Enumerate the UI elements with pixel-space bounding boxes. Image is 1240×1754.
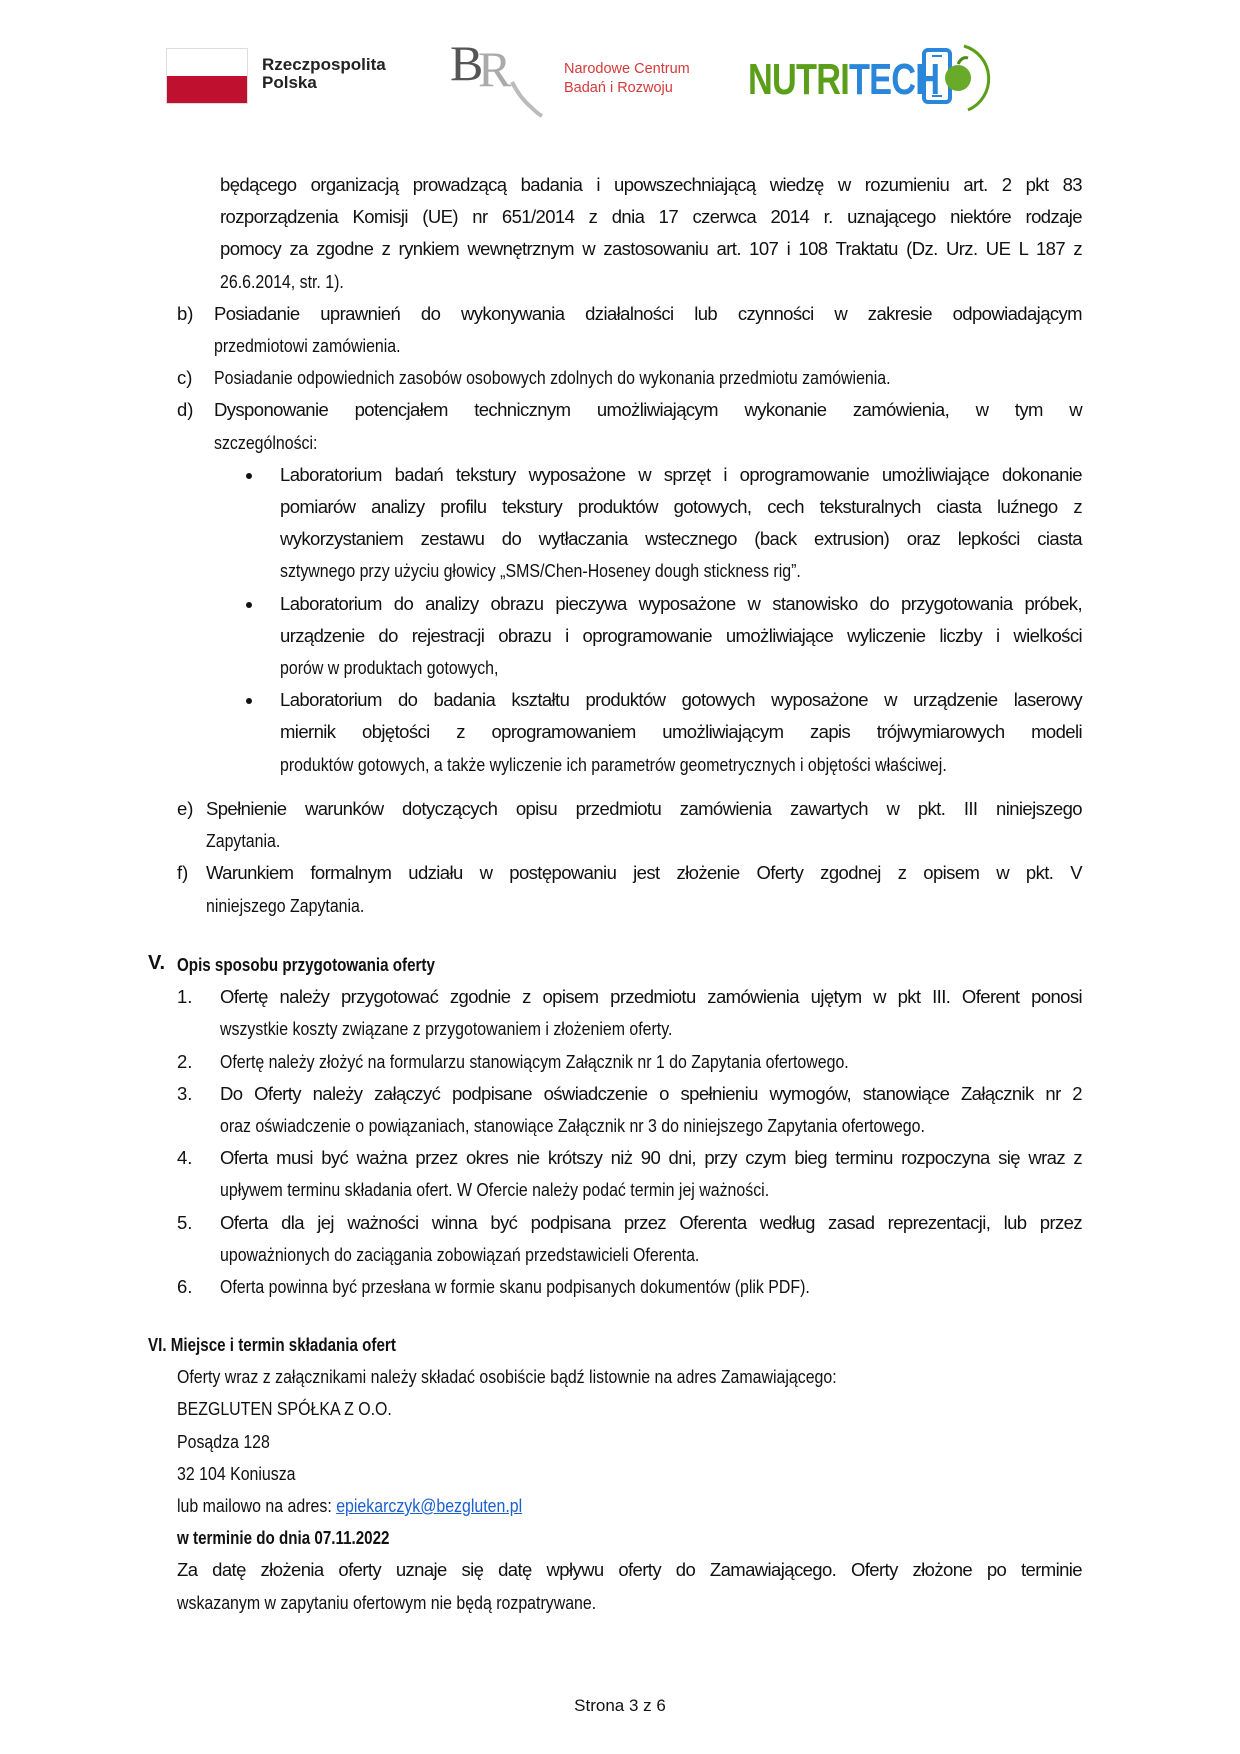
list-marker: f) [177, 862, 189, 884]
paragraph-line: Oferta dla jej ważności winna być podpisana przez Oferenta według zasad reprezentacji, lub przez [220, 1211, 1082, 1233]
paragraph-line: wskazanym w zapytaniu ofertowym nie będą rozpatrywane. [177, 1591, 597, 1613]
list-marker: 5. [177, 1211, 193, 1233]
paragraph-line: Oferta musi być ważna przez okres nie krótszy niż 90 dni, przy czym bieg terminu rozpoczyna się wraz z [220, 1147, 1082, 1169]
list-marker: 2. [177, 1050, 193, 1072]
paragraph-line: oraz oświadczenie o powiązaniach, stanowiące Załącznik nr 3 do niniejszego Zapytania ofertowego. [220, 1115, 925, 1136]
section-vi-intro: Oferty wraz z załącznikami należy składać osobiście bądź listownie na adres Zamawiającego: [177, 1366, 837, 1388]
paragraph-line: pomiarów analizy profilu tekstury produktów gotowych, cech teksturalnych ciasta luźnego z [280, 496, 1082, 517]
section-vi-street: Posądza 128 [177, 1430, 270, 1452]
paragraph-line: Warunkiem formalnym udziału w postępowaniu jest złożenie Oferty zgodnej z opisem w pkt. V [206, 862, 1082, 884]
paragraph-line: Posiadanie uprawnień do wykonywania działalności lub czynności w zakresie odpowiadającym [214, 302, 1082, 324]
email-label: lub mailowo na adres: [177, 1495, 337, 1516]
logo-ncbr-text [564, 60, 690, 98]
logo-nutri: NUTRI [748, 55, 849, 104]
paragraph-line: rozporządzenia Komisji (UE) nr 651/2014 z dnia 17 czerwca 2014 r. uznającego niektóre rodzaje [220, 206, 1082, 228]
paragraph-line: Laboratorium do analizy obrazu pieczywa wyposażone w stanowisko do przygotowania próbek, [280, 592, 1082, 614]
polish-flag-icon [166, 48, 248, 104]
logo-tech: TECH [848, 55, 940, 104]
svg-text:B: B [450, 38, 484, 91]
paragraph-line: przedmiotowi zamówienia. [214, 335, 401, 356]
paragraph-line: sztywnego przy użyciu głowicy „SMS/Chen-Hoseney dough stickness rig”. [280, 560, 801, 582]
paragraph-line: Ofertę należy złożyć na formularzu stanowiącym Załącznik nr 1 do Zapytania ofertowego. [220, 1050, 849, 1072]
logo-rp-text [262, 56, 386, 92]
section-vi-company: BEZGLUTEN SPÓŁKA Z O.O. [177, 1398, 392, 1420]
phone-apple-icon [920, 40, 1000, 120]
paragraph-line: wykorzystaniem zestawu do wytłaczania wstecznego (back extrusion) oraz lepkości ciasta [280, 528, 1082, 550]
logo-rp-line1: Rzeczpospolita [262, 55, 386, 74]
paragraph-line: Spełnienie warunków dotyczących opisu przedmiotu zamówienia zawartych w pkt. III niniejszego [206, 798, 1082, 819]
list-marker: e) [177, 798, 194, 819]
paragraph-line: pomocy za zgodne z rynkiem wewnętrznym w zastosowaniu art. 107 i 108 Traktatu (Dz. Urz. UE L 187 z [220, 238, 1082, 260]
bullet-icon [246, 698, 252, 704]
paragraph-line: 26.6.2014, str. 1). [220, 270, 344, 292]
list-marker: d) [177, 399, 194, 421]
paragraph-line: porów w produktach gotowych, [280, 657, 499, 678]
svg-text:R: R [478, 41, 512, 97]
paragraph-line: upoważnionych do zaciągania zobowiązań przedstawicieli Oferenta. [220, 1243, 700, 1265]
logo-rp-line2: Polska [262, 73, 317, 92]
paragraph-line: produktów gotowych, a także wyliczenie ich parametrów geometrycznych i objętości właściwej. [280, 753, 947, 775]
list-marker: 3. [177, 1082, 193, 1104]
page-number: Strona 3 z 6 [574, 1696, 666, 1715]
logo-ncbr-line2: Badań i Rozwoju [564, 80, 673, 96]
paragraph-line: Dysponowanie potencjałem technicznym umożliwiającym wykonanie zamówienia, w tym w [214, 399, 1082, 421]
paragraph-line: upływem terminu składania ofert. W Ofercie należy podać termin jej ważności. [220, 1179, 770, 1201]
logo-ncbr-line1: Narodowe Centrum [564, 61, 690, 77]
paragraph-line: Laboratorium do badania kształtu produktów gotowych wyposażone w urządzenie laserowy [280, 689, 1082, 711]
logo-nutritech-text [748, 55, 940, 104]
paragraph-line: Posiadanie odpowiednich zasobów osobowych zdolnych do wykonania przedmiotu zamówienia. [214, 367, 891, 389]
section-vi-title: VI. Miejsce i termin składania ofert [148, 1334, 396, 1355]
list-marker: b) [177, 302, 194, 324]
paragraph-line: Ofertę należy przygotować zgodnie z opisem przedmiotu zamówienia ujętym w pkt III. Oferent ponosi [220, 986, 1082, 1008]
section-v-number: V. [148, 952, 166, 974]
email-link[interactable]: epiekarczyk@bezgluten.pl [336, 1495, 523, 1516]
bullet-icon [246, 473, 252, 479]
paragraph-line: Za datę złożenia oferty uznaje się datę wpływu oferty do Zamawiającego. Oferty złożone po terminie [177, 1559, 1082, 1581]
list-marker: 6. [177, 1276, 193, 1297]
list-marker: c) [177, 367, 193, 389]
section-v-title: Opis sposobu przygotowania oferty [177, 954, 435, 975]
list-marker: 4. [177, 1147, 193, 1169]
paragraph-line: Oferta powinna być przesłana w formie skanu podpisanych dokumentów (plik PDF). [220, 1276, 810, 1297]
section-vi-city: 32 104 Koniusza [177, 1462, 296, 1484]
email-line [177, 1495, 522, 1517]
paragraph-line: miernik objętości z oprogramowaniem umożliwiającym zapis trójwymiarowych modeli [280, 721, 1082, 743]
deadline: w terminie do dnia 07.11.2022 [177, 1527, 390, 1549]
paragraph-line: będącego organizacją prowadzącą badania i upowszechniającą wiedzę w rozumieniu art. 2 pkt 83 [220, 174, 1082, 195]
paragraph-line: Zapytania. [206, 830, 281, 852]
list-marker: 1. [177, 986, 193, 1008]
paragraph-line: niniejszego Zapytania. [206, 894, 365, 916]
paragraph-line: szczególności: [214, 431, 318, 453]
paragraph-line: Laboratorium badań tekstury wyposażone w sprzęt i oprogramowanie umożliwiające dokonanie [280, 463, 1082, 485]
paragraph-line: Do Oferty należy załączyć podpisane oświadczenie o spełnieniu wymogów, stanowiące Załącznik nr 2 [220, 1082, 1082, 1104]
paragraph-line: urządzenie do rejestracji obrazu i oprogramowanie umożliwiające wyliczenie liczby i wielkości [280, 624, 1082, 646]
bullet-icon [246, 602, 252, 608]
paragraph-line: wszystkie koszty związane z przygotowaniem i złożeniem oferty. [220, 1018, 673, 1040]
ncbr-br-icon [450, 38, 560, 118]
